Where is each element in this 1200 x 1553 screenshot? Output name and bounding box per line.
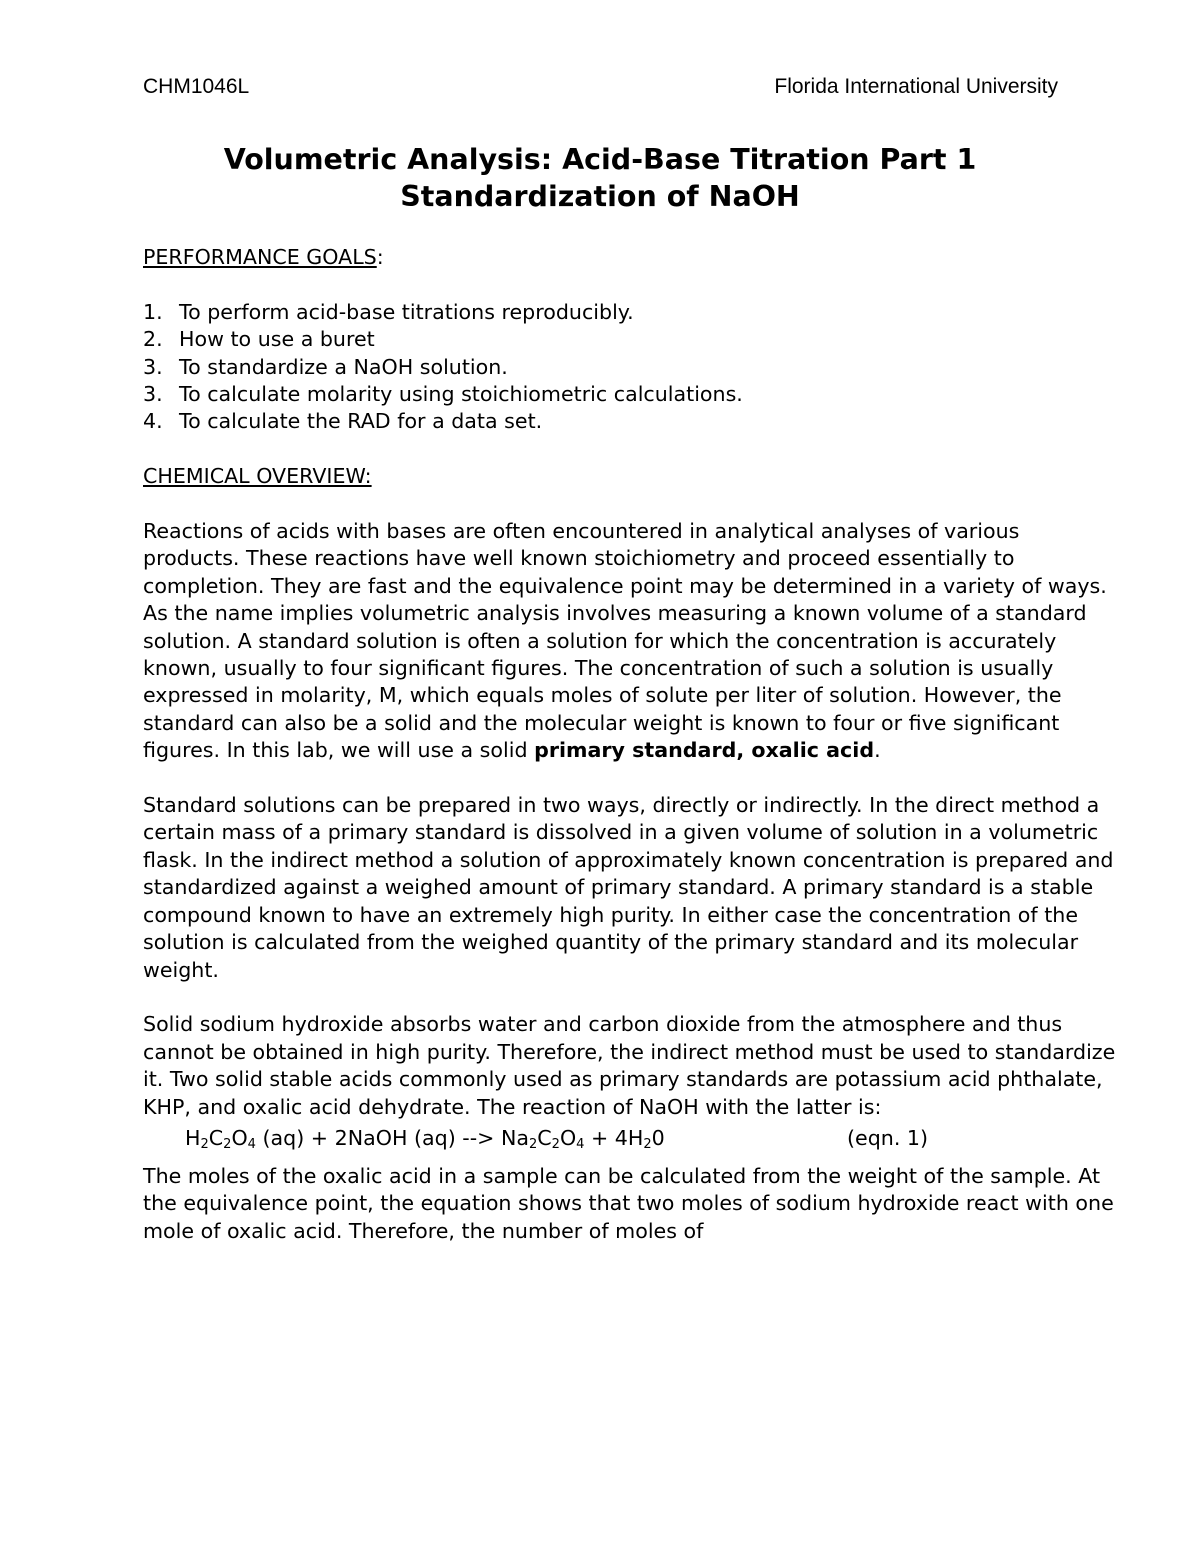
list-item-text: To perform acid-base titrations reproducibly. bbox=[179, 299, 634, 324]
list-item-number: 3. bbox=[143, 382, 163, 407]
list-item bbox=[143, 326, 1118, 353]
page-title bbox=[0, 141, 1200, 215]
list-item bbox=[143, 408, 1118, 435]
list-item-number: 2. bbox=[143, 327, 163, 352]
list-item-text: How to use a buret bbox=[179, 327, 375, 352]
list-item-number: 4. bbox=[143, 409, 163, 434]
equation-label: (eqn. 1) bbox=[847, 1125, 929, 1150]
list-item-text: To calculate the RAD for a data set. bbox=[179, 409, 543, 434]
list-item-number: 1. bbox=[143, 299, 163, 324]
header-course: CHM1046L bbox=[143, 75, 250, 98]
paragraph-1-end: . bbox=[874, 738, 881, 763]
performance-goals-heading-text: PERFORMANCE GOALS bbox=[143, 245, 377, 269]
paragraph-2: Standard solutions can be prepared in two ways, directly or indirectly. In the direct method a certain mass of a primary standard is dissolved in a given volume of solution in a volumetric flask. In the indirect method a solution of approximately known concentration is prepared and standardized against a weighed amount of primary standard. A primary standard is a stable compound known to have an extremely high purity. In either case the concentration of the solution is calculated from the weighed quantity of the primary standard and its molecular weight. bbox=[143, 793, 1114, 982]
list-item bbox=[143, 354, 1118, 381]
list-item-number: 3. bbox=[143, 354, 163, 379]
title-line-2: Standardization of NaOH bbox=[400, 180, 800, 213]
paragraph-4: The moles of the oxalic acid in a sample can be calculated from the weight of the sample. At the equivalence point, the equation shows that two moles of sodium hydroxide react with one mole of oxalic acid. Therefore, the number of moles of bbox=[143, 1163, 1114, 1243]
paragraph-3: Solid sodium hydroxide absorbs water and carbon dioxide from the atmosphere and thus cannot be obtained in high purity. Therefore, the indirect method must be used to standardize it. Two solid stable acids commonly used as primary standards are potassium acid phthalate, KHP, and oxalic acid dehydrate. The reaction of NaOH with the latter is: bbox=[143, 1012, 1116, 1119]
list-item bbox=[143, 381, 1118, 408]
equation-1 bbox=[143, 1121, 1118, 1163]
performance-goals-list bbox=[143, 299, 1118, 436]
paragraph-1 bbox=[143, 518, 1118, 765]
document-body bbox=[143, 244, 1118, 1245]
performance-goals-heading bbox=[143, 244, 1118, 271]
equation-expression: $H_2C_2O_4$ (aq) + 2NaOH (aq) --> $Na_2C_2O_4 + 4H_20$ bbox=[185, 1125, 665, 1152]
header-institution: Florida International University bbox=[774, 75, 1058, 98]
title-line-1: Volumetric Analysis: Acid-Base Titration Part 1 bbox=[223, 143, 977, 176]
paragraph-1-text: Reactions of acids with bases are often encountered in analytical analyses of various products. These reactions have well known stoichiometry and proceed essentially to completion. They are fast and the equivalence point may be determined in a variety of ways. As the name implies volumetric analysis involves measuring a known volume of a standard solution. A standard solution is often a solution for which the concentration is accurately known, usually to four significant figures. The concentration of such a solution is usually expressed in molarity, M, which equals moles of solute per liter of solution. However, the standard can also be a solid and the molecular weight is known to four or five significant figures. In this lab, we will use a solid bbox=[143, 519, 1107, 763]
list-item bbox=[143, 299, 1118, 326]
chemical-overview-heading: CHEMICAL OVERVIEW: bbox=[143, 464, 372, 489]
list-item-text: To calculate molarity using stoichiometric calculations. bbox=[179, 382, 743, 407]
performance-goals-colon: : bbox=[376, 245, 384, 269]
paragraph-1-bold: primary standard, oxalic acid bbox=[534, 738, 875, 763]
list-item-text: To standardize a NaOH solution. bbox=[179, 354, 508, 379]
